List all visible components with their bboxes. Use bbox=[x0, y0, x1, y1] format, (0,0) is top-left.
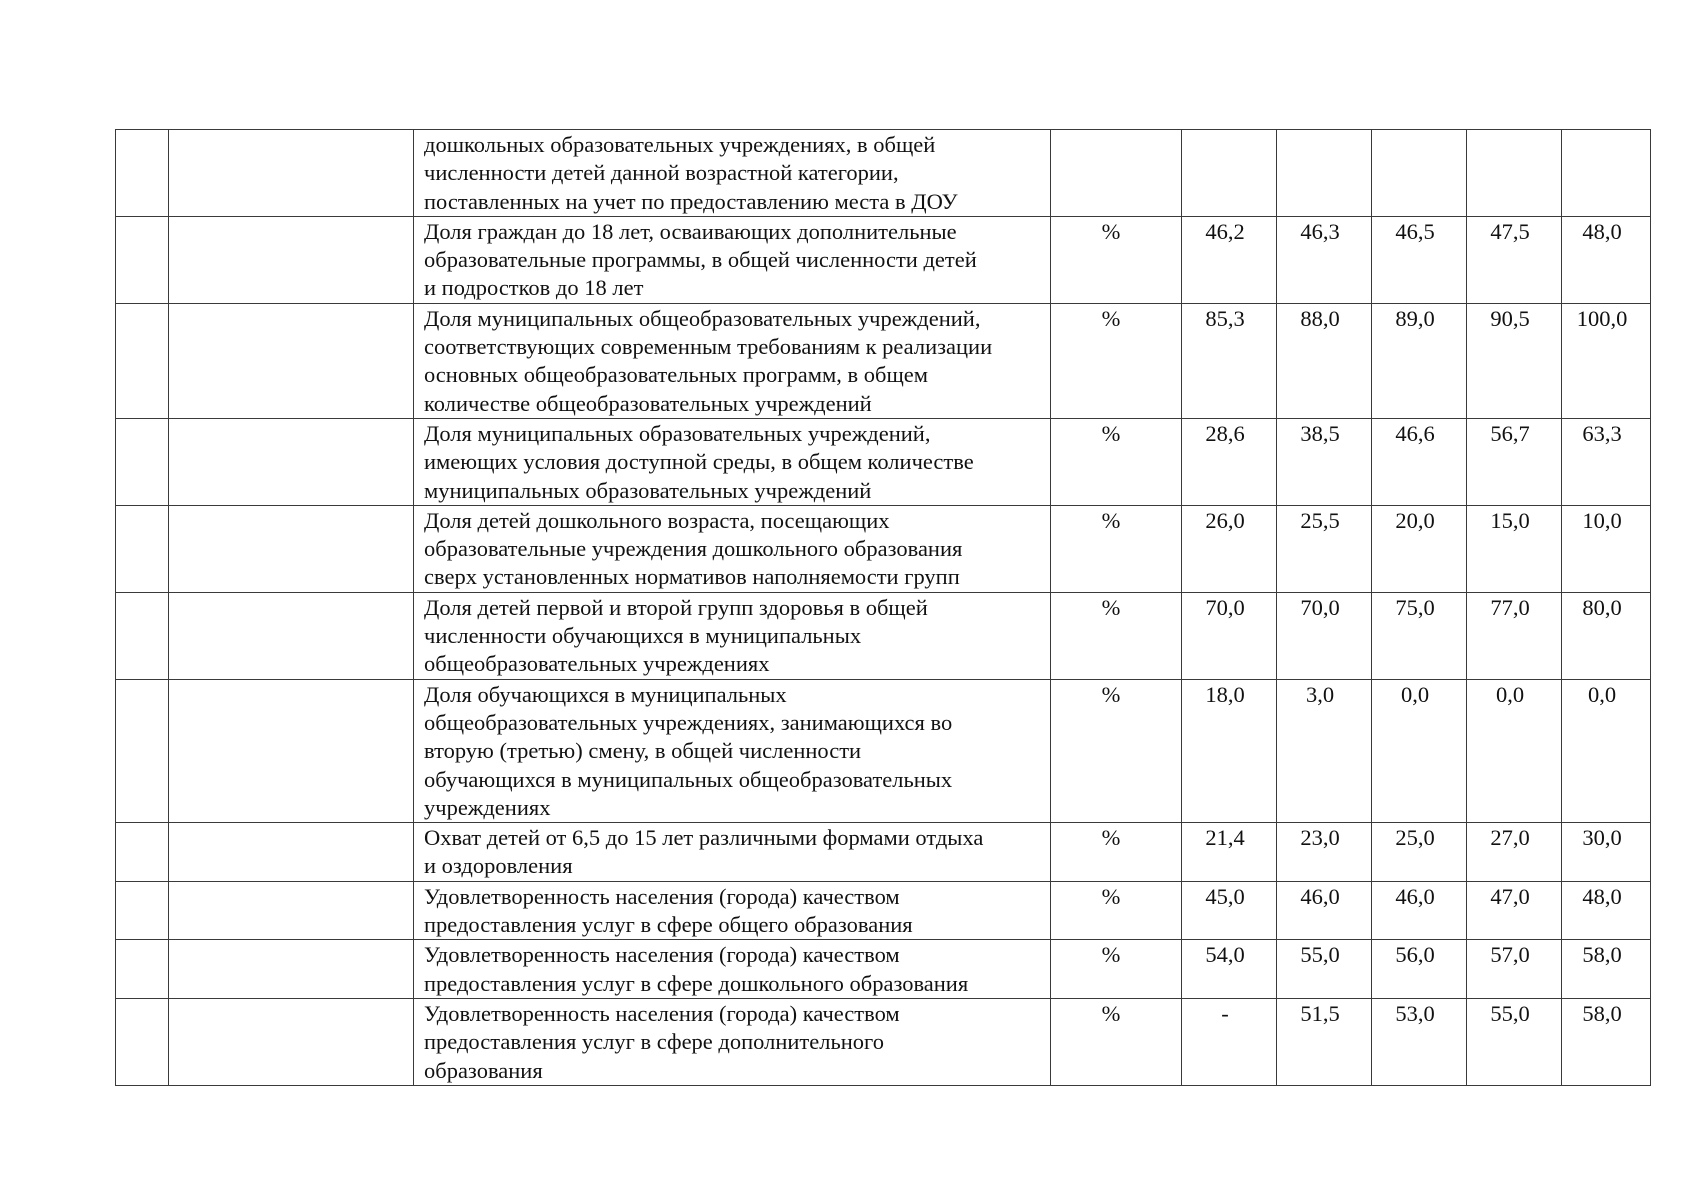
value-cell: 46,3 bbox=[1277, 216, 1372, 303]
value-cell: 46,0 bbox=[1372, 881, 1467, 940]
name-cell bbox=[169, 998, 414, 1085]
value-cell: 46,6 bbox=[1372, 418, 1467, 505]
indicator-description: Доля детей дошкольного возраста, посещающих образовательные учреждения дошкольного образования сверх установленных нормативов наполняемости групп bbox=[414, 505, 1051, 592]
name-cell bbox=[169, 823, 414, 882]
value-cell bbox=[1467, 130, 1562, 217]
value-cell: 0,0 bbox=[1467, 679, 1562, 822]
indicator-description: Доля обучающихся в муниципальных общеобразовательных учреждениях, занимающихся во вторую (третью) смену, в общей численности обучающихся в муниципальных общеобразовательных учреждениях bbox=[414, 679, 1051, 822]
value-cell: 75,0 bbox=[1372, 592, 1467, 679]
number-cell bbox=[116, 823, 169, 882]
value-cell: 58,0 bbox=[1562, 998, 1651, 1085]
unit-cell: % bbox=[1051, 679, 1182, 822]
name-cell bbox=[169, 505, 414, 592]
value-cell: 54,0 bbox=[1182, 940, 1277, 999]
indicators-table-body bbox=[116, 130, 1651, 1086]
unit-cell: % bbox=[1051, 940, 1182, 999]
value-cell bbox=[1182, 130, 1277, 217]
name-cell bbox=[169, 216, 414, 303]
unit-cell: % bbox=[1051, 418, 1182, 505]
number-cell bbox=[116, 998, 169, 1085]
number-cell bbox=[116, 679, 169, 822]
table-row bbox=[116, 679, 1651, 822]
value-cell: 46,5 bbox=[1372, 216, 1467, 303]
indicator-description: Удовлетворенность населения (города) качеством предоставления услуг в сфере дошкольного образования bbox=[414, 940, 1051, 999]
value-cell: 30,0 bbox=[1562, 823, 1651, 882]
value-cell: 58,0 bbox=[1562, 940, 1651, 999]
indicator-description: Удовлетворенность населения (города) качеством предоставления услуг в сфере дополнительного образования bbox=[414, 998, 1051, 1085]
value-cell: 26,0 bbox=[1182, 505, 1277, 592]
number-cell bbox=[116, 130, 169, 217]
value-cell: 45,0 bbox=[1182, 881, 1277, 940]
number-cell bbox=[116, 505, 169, 592]
value-cell: 89,0 bbox=[1372, 303, 1467, 418]
value-cell: 63,3 bbox=[1562, 418, 1651, 505]
table-row bbox=[116, 592, 1651, 679]
unit-cell: % bbox=[1051, 823, 1182, 882]
number-cell bbox=[116, 418, 169, 505]
unit-cell: % bbox=[1051, 216, 1182, 303]
table-row bbox=[116, 940, 1651, 999]
name-cell bbox=[169, 130, 414, 217]
indicator-description: Доля муниципальных общеобразовательных учреждений, соответствующих современным требованиям к реализации основных общеобразовательных программ, в общем количестве общеобразовательных учреждений bbox=[414, 303, 1051, 418]
table-row bbox=[116, 505, 1651, 592]
number-cell bbox=[116, 940, 169, 999]
value-cell: 47,0 bbox=[1467, 881, 1562, 940]
value-cell: 51,5 bbox=[1277, 998, 1372, 1085]
indicator-description: Доля детей первой и второй групп здоровья в общей численности обучающихся в муниципальных общеобразовательных учреждениях bbox=[414, 592, 1051, 679]
unit-cell bbox=[1051, 130, 1182, 217]
value-cell: 88,0 bbox=[1277, 303, 1372, 418]
value-cell: 10,0 bbox=[1562, 505, 1651, 592]
value-cell: 70,0 bbox=[1182, 592, 1277, 679]
value-cell: - bbox=[1182, 998, 1277, 1085]
value-cell: 48,0 bbox=[1562, 881, 1651, 940]
name-cell bbox=[169, 679, 414, 822]
value-cell: 21,4 bbox=[1182, 823, 1277, 882]
unit-cell: % bbox=[1051, 592, 1182, 679]
unit-cell: % bbox=[1051, 303, 1182, 418]
value-cell: 25,0 bbox=[1372, 823, 1467, 882]
value-cell: 46,0 bbox=[1277, 881, 1372, 940]
table-row bbox=[116, 130, 1651, 217]
name-cell bbox=[169, 592, 414, 679]
table-row bbox=[116, 823, 1651, 882]
unit-cell: % bbox=[1051, 505, 1182, 592]
value-cell: 56,7 bbox=[1467, 418, 1562, 505]
indicators-table bbox=[115, 129, 1651, 1086]
value-cell: 3,0 bbox=[1277, 679, 1372, 822]
indicator-description: Доля граждан до 18 лет, осваивающих дополнительные образовательные программы, в общей численности детей и подростков до 18 лет bbox=[414, 216, 1051, 303]
indicator-description: дошкольных образовательных учреждениях, в общей численности детей данной возрастной категории, поставленных на учет по предоставлению места в ДОУ bbox=[414, 130, 1051, 217]
indicator-description: Удовлетворенность населения (города) качеством предоставления услуг в сфере общего образования bbox=[414, 881, 1051, 940]
value-cell: 90,5 bbox=[1467, 303, 1562, 418]
value-cell bbox=[1562, 130, 1651, 217]
unit-cell: % bbox=[1051, 881, 1182, 940]
name-cell bbox=[169, 418, 414, 505]
value-cell: 53,0 bbox=[1372, 998, 1467, 1085]
name-cell bbox=[169, 940, 414, 999]
number-cell bbox=[116, 303, 169, 418]
value-cell: 48,0 bbox=[1562, 216, 1651, 303]
value-cell: 38,5 bbox=[1277, 418, 1372, 505]
value-cell: 47,5 bbox=[1467, 216, 1562, 303]
name-cell bbox=[169, 881, 414, 940]
value-cell: 77,0 bbox=[1467, 592, 1562, 679]
table-row bbox=[116, 881, 1651, 940]
value-cell: 55,0 bbox=[1277, 940, 1372, 999]
value-cell: 28,6 bbox=[1182, 418, 1277, 505]
value-cell: 25,5 bbox=[1277, 505, 1372, 592]
value-cell: 0,0 bbox=[1372, 679, 1467, 822]
value-cell: 0,0 bbox=[1562, 679, 1651, 822]
value-cell: 46,2 bbox=[1182, 216, 1277, 303]
value-cell: 20,0 bbox=[1372, 505, 1467, 592]
value-cell: 70,0 bbox=[1277, 592, 1372, 679]
value-cell: 100,0 bbox=[1562, 303, 1651, 418]
table-row bbox=[116, 418, 1651, 505]
unit-cell: % bbox=[1051, 998, 1182, 1085]
number-cell bbox=[116, 592, 169, 679]
number-cell bbox=[116, 216, 169, 303]
name-cell bbox=[169, 303, 414, 418]
value-cell: 85,3 bbox=[1182, 303, 1277, 418]
value-cell: 55,0 bbox=[1467, 998, 1562, 1085]
table-row bbox=[116, 998, 1651, 1085]
value-cell bbox=[1372, 130, 1467, 217]
indicator-description: Доля муниципальных образовательных учреждений, имеющих условия доступной среды, в общем количестве муниципальных образовательных учреждений bbox=[414, 418, 1051, 505]
value-cell: 23,0 bbox=[1277, 823, 1372, 882]
table-row bbox=[116, 303, 1651, 418]
indicator-description: Охват детей от 6,5 до 15 лет различными формами отдыха и оздоровления bbox=[414, 823, 1051, 882]
value-cell: 27,0 bbox=[1467, 823, 1562, 882]
value-cell: 18,0 bbox=[1182, 679, 1277, 822]
table-row bbox=[116, 216, 1651, 303]
value-cell: 15,0 bbox=[1467, 505, 1562, 592]
value-cell: 57,0 bbox=[1467, 940, 1562, 999]
value-cell: 56,0 bbox=[1372, 940, 1467, 999]
value-cell: 80,0 bbox=[1562, 592, 1651, 679]
number-cell bbox=[116, 881, 169, 940]
value-cell bbox=[1277, 130, 1372, 217]
